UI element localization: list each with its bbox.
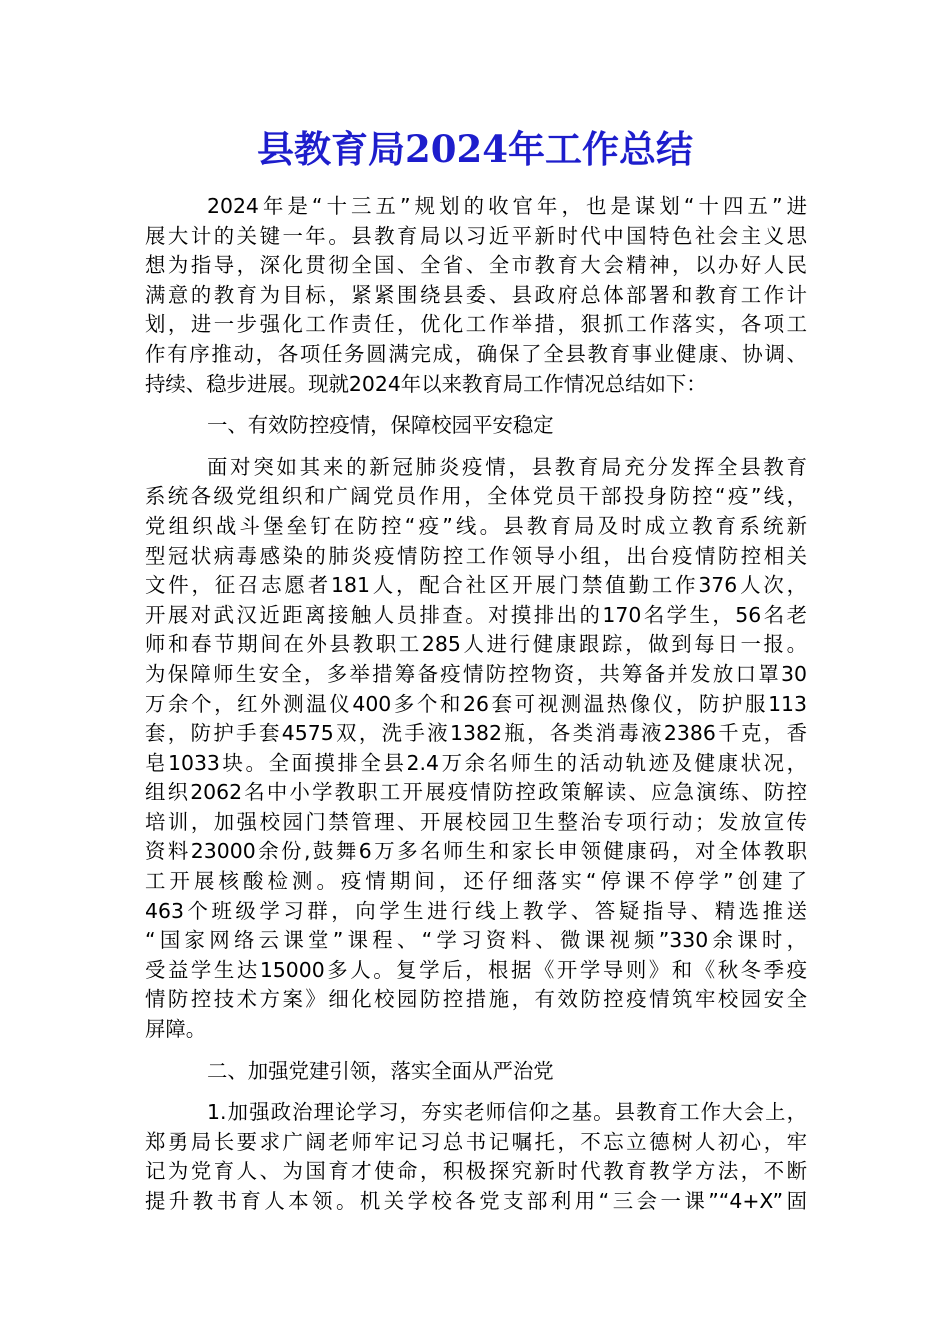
- text-line: 满意的教育为目标，紧紧围绕县委、县政府总体部署和教育工作计: [145, 282, 807, 307]
- text-line: 受益学生达15000多人。复学后，根据《开学导则》和《秋冬季疫: [145, 957, 807, 982]
- paragraph-gap: [145, 441, 807, 453]
- paragraph-gap: [145, 1086, 807, 1098]
- text-line: 想为指导，深化贯彻全国、全省、全市教育大会精神，以办好人民: [145, 253, 807, 278]
- document-body: [145, 192, 807, 1217]
- section-heading-2: 二、加强党建引领，落实全面从严治党: [207, 1058, 554, 1083]
- text-line: 持续、稳步进展。现就2024年以来教育局工作情况总结如下：: [145, 371, 707, 396]
- text-line: 划，进一步强化工作责任，优化工作举措，狠抓工作落实，各项工: [145, 312, 807, 337]
- paragraph-gap: [145, 399, 807, 411]
- text-line: 郑勇局长要求广阔老师牢记习总书记嘱托，不忘立德树人初心，牢: [145, 1129, 807, 1154]
- text-line: 1.加强政治理论学习，夯实老师信仰之基。县教育工作大会上，: [207, 1100, 807, 1125]
- text-line: 作有序推动，各项任务圆满完成，确保了全县教育事业健康、协调、: [145, 341, 807, 366]
- text-line: 党组织战斗堡垒钉在防控“疫”线。县教育局及时成立教育系统新: [145, 513, 807, 538]
- intro-paragraph: [145, 192, 807, 399]
- text-line: 开展对武汉近距离接触人员排查。对摸排出的170名学生，56名老: [145, 602, 807, 627]
- text-line: 资料23000余份,鼓舞6万多名师生和家长申领健康码，对全体教职: [145, 839, 807, 864]
- text-line: 皂1033块。全面摸排全县2.4万余名师生的活动轨迹及健康状况，: [145, 750, 807, 775]
- section2-paragraph: [145, 1098, 807, 1216]
- text-line: 培训，加强校园门禁管理、开展校园卫生整治专项行动；发放宣传: [145, 809, 807, 834]
- text-line: 万余个，红外测温仪400多个和26套可视测温热像仪，防护服113: [145, 691, 807, 716]
- text-line: 型冠状病毒感染的肺炎疫情防控工作领导小组，出台疫情防控相关: [145, 543, 807, 568]
- text-line: 记为党育人、为国育才使命，积极探究新时代教育教学方法，不断: [145, 1159, 807, 1184]
- text-line: 为保障师生安全，多举措筹备疫情防控物资，共筹备并发放口罩30: [145, 661, 807, 686]
- section-heading-1: 一、有效防控疫情，保障校园平安稳定: [207, 413, 554, 438]
- text-line: 师和春节期间在外县教职工285人进行健康跟踪，做到每日一报。: [145, 632, 807, 657]
- text-line: 提升教书育人本领。机关学校各党支部利用“三会一课”“4+X”固: [145, 1189, 807, 1213]
- text-line: 文件，征召志愿者181人，配合社区开展门禁值勤工作376人次，: [145, 573, 807, 598]
- text-line: 组织2062名中小学教职工开展疫情防控政策解读、应急演练、防控: [145, 780, 807, 805]
- text-line: 2024年是“十三五”规划的收官年，也是谋划“十四五”进: [207, 194, 807, 218]
- section1-paragraph: [145, 453, 807, 1045]
- text-line: 情防控技术方案》细化校园防控措施，有效防控疫情筑牢校园安全: [145, 987, 807, 1012]
- document-title: 县教育局2024年工作总结: [257, 127, 693, 171]
- text-line: 系统各级党组织和广阔党员作用，全体党员干部投身防控“疫”线，: [145, 484, 807, 509]
- text-line: 展大计的关键一年。县教育局以习近平新时代中国特色社会主义思: [145, 223, 807, 248]
- text-line: “国家网络云课堂”课程、“学习资料、微课视频”330余课时，: [145, 928, 807, 953]
- text-line: 工开展核酸检测。疫情期间，还仔细落实“停课不停学”创建了: [145, 869, 807, 894]
- text-line: 463个班级学习群，向学生进行线上教学、答疑指导、精选推送: [145, 898, 807, 923]
- paragraph-gap: [145, 1045, 807, 1057]
- text-line: 面对突如其来的新冠肺炎疫情，县教育局充分发挥全县教育: [207, 454, 807, 479]
- text-line: 套，防护手套4575双，洗手液1382瓶，各类消毒液2386千克，香: [145, 721, 807, 746]
- text-line: 屏障。: [145, 1017, 207, 1042]
